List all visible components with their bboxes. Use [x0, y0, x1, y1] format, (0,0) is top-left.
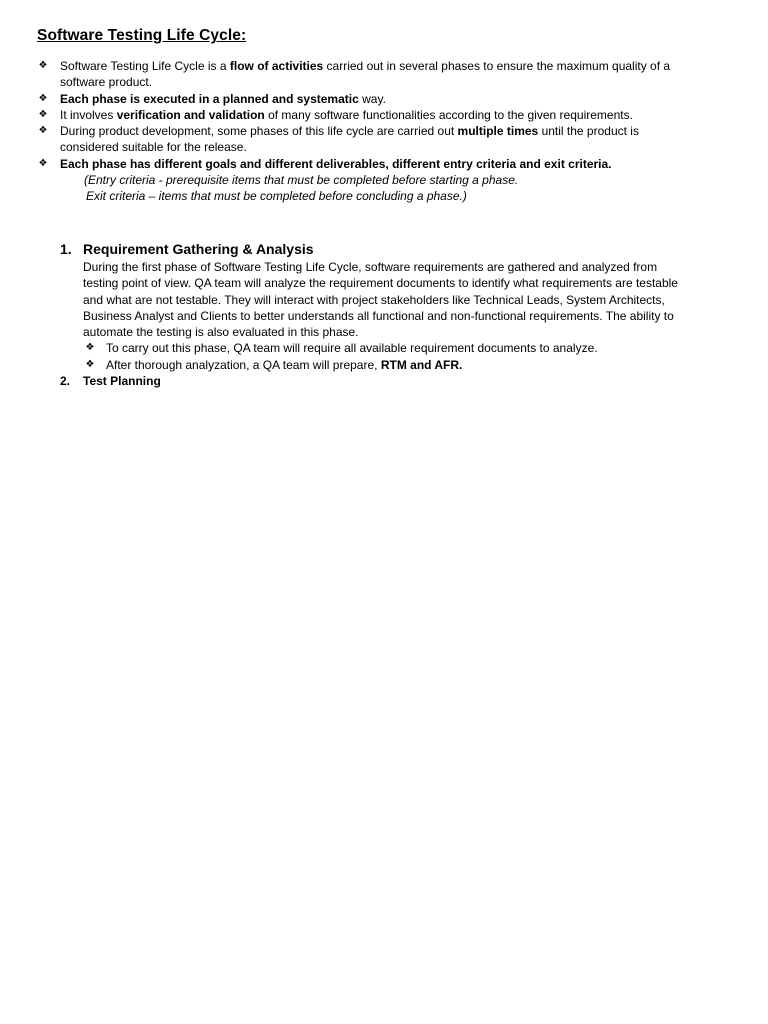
bullet-text: It involves verification and validation of many software functionalities according to the given requirements.: [60, 107, 633, 122]
section-number: 1.: [60, 241, 72, 257]
intro-bullet-1: [36, 58, 686, 91]
bullet-text: During product development, some phases of this life cycle are carried out multiple times until the product is considered suitable for the release.: [60, 124, 639, 155]
section-number: 2.: [60, 374, 71, 388]
diamond-bullet-icon: ❖: [38, 60, 48, 71]
section-body: During the first phase of Software Testing Life Cycle, software requirements are gathered and analyzed from testing point of view. QA team will analyze the requirement documents to identify what requirements are testable and what are not testable. They will interact with project stakeholders like Technical Leads, System Architects, Business Analyst and Clients to better understands all functional and non-functional requirements. The ability to automate the testing is also evaluated in this phase.: [83, 260, 678, 340]
intro-bullet-3: [36, 107, 686, 123]
intro-bullet-2: [36, 91, 686, 107]
diamond-bullet-icon: ❖: [38, 157, 48, 169]
diamond-bullet-icon: ❖: [38, 92, 48, 104]
bullet-text: Each phase has different goals and different deliverables, different entry criteria and exit criteria.: [60, 156, 612, 171]
sub-bullet-2: ❖ After thorough analyzation, a QA team will prepare, RTM and AFR.: [83, 357, 690, 373]
entry-criteria-note: (Entry criteria - prerequisite items that must be completed before starting a phase.: [84, 173, 519, 188]
diamond-bullet-icon: ❖: [38, 125, 48, 137]
intro-bullet-4: [36, 123, 686, 156]
bullet-text: Software Testing Life Cycle is a flow of activities carried out in several phases to ensure the maximum quality of a software product.: [60, 59, 671, 90]
section-heading-text: Requirement Gathering & Analysis: [83, 241, 314, 257]
section-requirement-gathering: [60, 240, 690, 373]
intro-bullet-list: [36, 58, 686, 205]
diamond-bullet-icon: ❖: [85, 358, 95, 370]
diamond-bullet-icon: ❖: [85, 342, 95, 354]
exit-criteria-note: Exit criteria – items that must be completed before concluding a phase.): [86, 189, 467, 204]
section-heading: [60, 240, 690, 258]
sub-bullet-1: ❖ To carry out this phase, QA team will require all available requirement documents to analyze.: [83, 340, 690, 356]
diamond-bullet-icon: ❖: [38, 108, 48, 120]
section-heading: [60, 373, 690, 389]
bullet-text: Each phase is executed in a planned and systematic way.: [60, 91, 386, 106]
section-heading-text: Test Planning: [83, 374, 161, 388]
document-title: Software Testing Life Cycle:: [37, 27, 247, 44]
intro-bullet-5: [36, 156, 686, 172]
section-sub-bullet-list: [60, 340, 690, 373]
section-test-planning: [60, 373, 690, 389]
